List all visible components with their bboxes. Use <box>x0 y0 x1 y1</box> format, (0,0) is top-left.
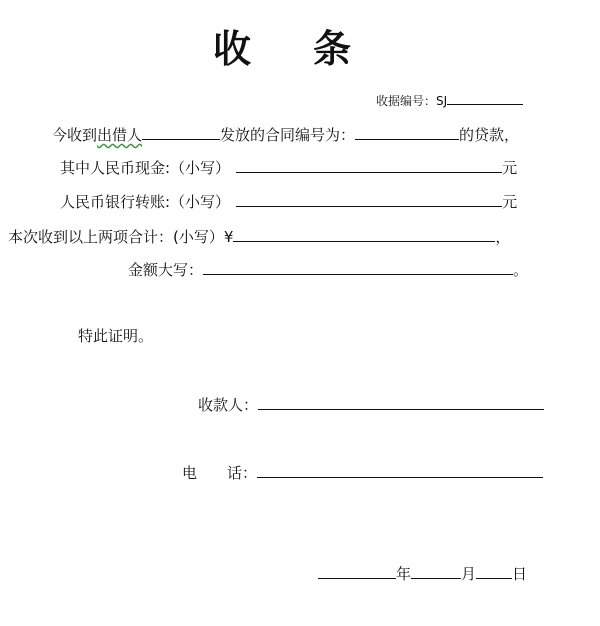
amount-words-label: 金额大写： <box>128 261 204 279</box>
year-label: 年 <box>396 565 412 583</box>
title-char-1: 收 <box>213 27 252 71</box>
cash-unit: 元 <box>502 159 518 177</box>
cash-amount-blank[interactable] <box>236 171 502 173</box>
cash-label: 其中人民币现金:（小写） <box>60 159 231 177</box>
amount-words-row <box>128 259 528 280</box>
phone-row <box>182 462 543 483</box>
phone-blank[interactable] <box>257 476 543 478</box>
total-label: 本次收到以上两项合计：(小写）¥ <box>8 228 234 246</box>
payee-label: 收款人： <box>198 396 259 414</box>
total-amount-blank[interactable] <box>233 240 495 242</box>
lender-blank[interactable] <box>142 138 220 140</box>
transfer-unit: 元 <box>502 193 518 211</box>
cash-row <box>60 157 517 178</box>
transfer-amount-blank[interactable] <box>236 205 502 207</box>
day-label: 日 <box>512 565 528 583</box>
loan-suffix: 的贷款， <box>459 126 520 144</box>
lender-label: 出借人 <box>97 126 143 144</box>
month-blank[interactable] <box>411 577 461 579</box>
phone-label: 电 话： <box>182 464 258 482</box>
received-prefix: 今收到 <box>52 126 98 144</box>
amount-words-suffix: 。 <box>513 261 529 279</box>
transfer-label: 人民币银行转账:（小写） <box>60 193 231 211</box>
payee-blank[interactable] <box>258 408 544 410</box>
receipt-number-row <box>376 92 523 109</box>
contract-number-blank[interactable] <box>355 138 459 140</box>
month-label: 月 <box>461 565 477 583</box>
year-blank[interactable] <box>318 577 396 579</box>
date-row <box>318 563 527 584</box>
day-blank[interactable] <box>476 577 512 579</box>
title-char-2: 条 <box>313 27 352 71</box>
received-from-row <box>52 124 519 145</box>
amount-words-blank[interactable] <box>203 273 513 275</box>
contract-label: 发放的合同编号为： <box>220 126 356 144</box>
document-title <box>213 18 351 73</box>
transfer-row <box>60 191 517 212</box>
payee-row <box>198 394 544 415</box>
certify-text: 特此证明。 <box>78 327 154 345</box>
total-suffix: ， <box>495 228 511 246</box>
receipt-number-label: 收据编号：SJ <box>376 94 448 108</box>
total-row <box>8 226 510 247</box>
receipt-number-blank[interactable] <box>447 103 523 105</box>
